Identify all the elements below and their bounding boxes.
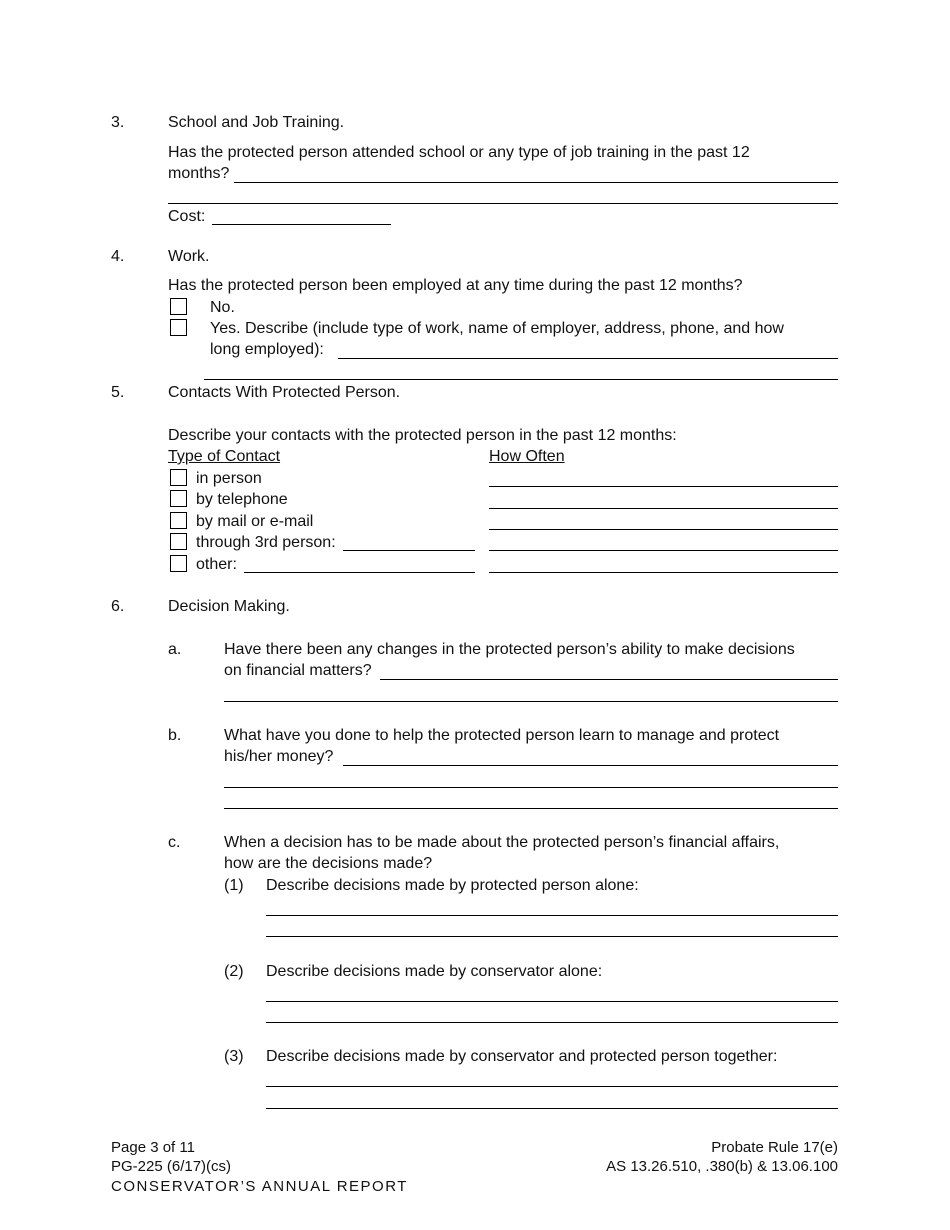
section-6-number: 6. xyxy=(111,598,125,615)
work-description-line-2[interactable] xyxy=(204,379,838,380)
section-4-question: Has the protected person been employed at any time during the past 12 months? xyxy=(168,277,743,294)
work-yes-checkbox[interactable] xyxy=(170,319,187,336)
contact-in-person-label: in person xyxy=(196,470,262,487)
contact-other-frequency-field[interactable] xyxy=(489,572,838,573)
work-yes-label-line2: long employed): xyxy=(210,341,324,358)
item-c2-label: (2) xyxy=(224,963,244,980)
section-4-title: Work. xyxy=(168,248,210,265)
section-3-question-line2: months? xyxy=(168,165,230,182)
item-c-text-line1: When a decision has to be made about the protected person’s financial affairs, xyxy=(224,834,780,851)
contact-in-person-frequency-field[interactable] xyxy=(489,486,838,487)
contact-mail-checkbox[interactable] xyxy=(170,512,187,529)
item-c2-answer-line-1[interactable] xyxy=(266,1001,838,1002)
cost-field[interactable] xyxy=(212,224,391,225)
contact-other-description-field[interactable] xyxy=(244,572,475,573)
footer-probate-rule: Probate Rule 17(e) xyxy=(711,1139,838,1156)
item-b-label: b. xyxy=(168,727,182,744)
item-c2-text: Describe decisions made by conservator alone: xyxy=(266,963,603,980)
section-5-title: Contacts With Protected Person. xyxy=(168,384,401,401)
item-a-answer-line-2[interactable] xyxy=(224,701,838,702)
contact-other-checkbox[interactable] xyxy=(170,555,187,572)
section-3-title: School and Job Training. xyxy=(168,114,345,131)
item-c1-answer-line-2[interactable] xyxy=(266,936,838,937)
contact-third-person-checkbox[interactable] xyxy=(170,533,187,550)
contact-telephone-checkbox[interactable] xyxy=(170,490,187,507)
item-c3-text: Describe decisions made by conservator and protected person together: xyxy=(266,1048,778,1065)
item-a-text-line2: on financial matters? xyxy=(224,662,372,679)
work-yes-label-line1: Yes. Describe (include type of work, name of employer, address, phone, and how xyxy=(210,320,784,337)
contact-other-label: other: xyxy=(196,556,237,573)
item-a-text-line1: Have there been any changes in the protected person’s ability to make decisions xyxy=(224,641,795,658)
type-of-contact-header: Type of Contact xyxy=(168,448,281,465)
section-6-title: Decision Making. xyxy=(168,598,290,615)
footer-page-number: Page 3 of 11 xyxy=(111,1139,195,1156)
contact-third-person-label: through 3rd person: xyxy=(196,534,336,551)
footer-statute: AS 13.26.510, .380(b) & 13.06.100 xyxy=(606,1158,838,1175)
item-b-text-line1: What have you done to help the protected person learn to manage and protect xyxy=(224,727,780,744)
item-b-answer-line-1[interactable] xyxy=(343,765,838,766)
how-often-header: How Often xyxy=(489,448,565,465)
item-c3-answer-line-2[interactable] xyxy=(266,1108,838,1109)
school-training-answer-line-2[interactable] xyxy=(168,203,838,204)
work-description-line-1[interactable] xyxy=(338,358,838,359)
contact-telephone-label: by telephone xyxy=(196,491,288,508)
item-c1-text: Describe decisions made by protected person alone: xyxy=(266,877,639,894)
item-b-answer-line-3[interactable] xyxy=(224,808,838,809)
item-c-text-line2: how are the decisions made? xyxy=(224,855,433,872)
contact-mail-label: by mail or e-mail xyxy=(196,513,314,530)
work-no-label: No. xyxy=(210,299,235,316)
contact-in-person-checkbox[interactable] xyxy=(170,469,187,486)
cost-label: Cost: xyxy=(168,208,206,225)
section-3-number: 3. xyxy=(111,114,125,131)
contact-telephone-frequency-field[interactable] xyxy=(489,508,838,509)
item-c1-answer-line-1[interactable] xyxy=(266,915,838,916)
item-a-answer-line-1[interactable] xyxy=(380,679,838,680)
footer-form-title: CONSERVATOR’S ANNUAL REPORT xyxy=(111,1178,408,1195)
contact-mail-frequency-field[interactable] xyxy=(489,529,838,530)
contact-third-person-name-field[interactable] xyxy=(343,550,475,551)
section-5-number: 5. xyxy=(111,384,125,401)
section-3-question-line1: Has the protected person attended school or any type of job training in the past 12 xyxy=(168,144,750,161)
item-c3-answer-line-1[interactable] xyxy=(266,1086,838,1087)
item-c2-answer-line-2[interactable] xyxy=(266,1022,838,1023)
footer-form-id: PG-225 (6/17)(cs) xyxy=(111,1158,232,1175)
school-training-answer-line-1[interactable] xyxy=(234,182,838,183)
item-c1-label: (1) xyxy=(224,877,244,894)
item-a-label: a. xyxy=(168,641,182,658)
item-b-text-line2: his/her money? xyxy=(224,748,334,765)
contact-third-person-frequency-field[interactable] xyxy=(489,550,838,551)
section-4-number: 4. xyxy=(111,248,125,265)
contacts-prompt: Describe your contacts with the protected person in the past 12 months: xyxy=(168,427,677,444)
item-b-answer-line-2[interactable] xyxy=(224,787,838,788)
item-c-label: c. xyxy=(168,834,181,851)
item-c3-label: (3) xyxy=(224,1048,244,1065)
work-no-checkbox[interactable] xyxy=(170,298,187,315)
